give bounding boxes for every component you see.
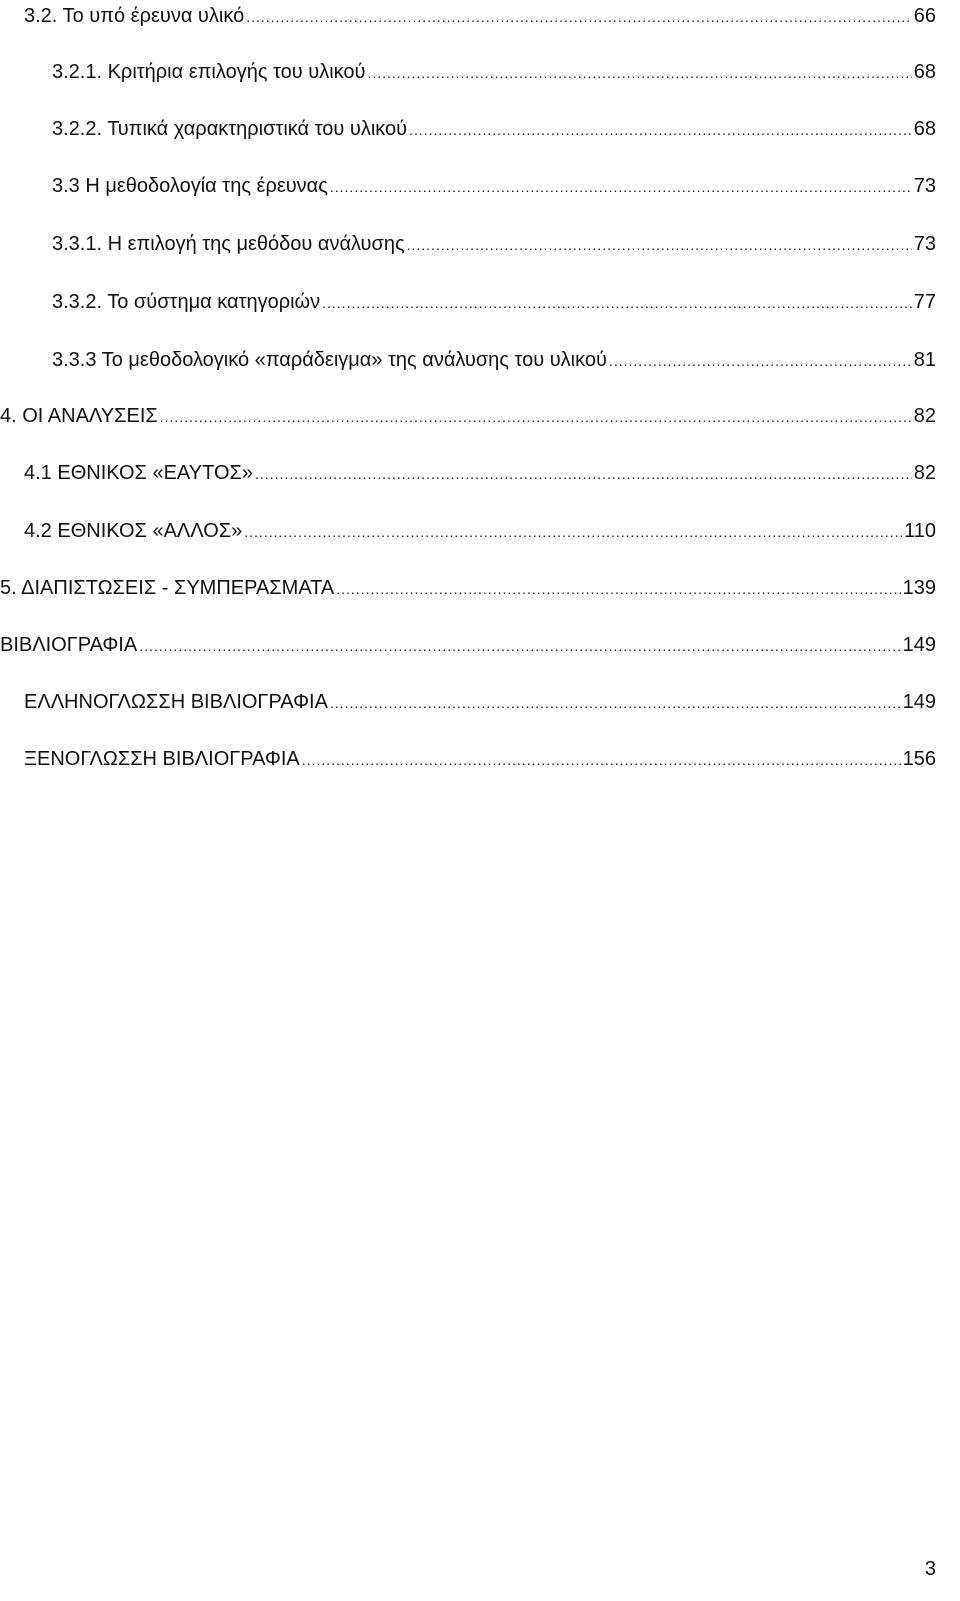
toc-entry[interactable] [24, 517, 936, 545]
page-number: 3 [924, 1558, 936, 1580]
toc-dot-leader [367, 59, 911, 87]
toc-entry[interactable] [52, 230, 936, 258]
toc-dot-leader [302, 746, 901, 774]
toc-entry[interactable] [52, 58, 936, 86]
toc-dot-leader [160, 403, 912, 431]
toc-entry-page: 68 [913, 61, 936, 83]
toc-dot-leader [322, 289, 912, 317]
toc-entry[interactable] [52, 172, 936, 200]
toc-entry[interactable] [52, 288, 936, 316]
toc-dot-leader [609, 347, 912, 375]
toc-entry-label: 3.2.1. Κριτήρια επιλογής του υλικού [52, 61, 366, 83]
toc-entry-page: 82 [913, 462, 936, 484]
toc-dot-leader [407, 231, 912, 259]
toc-entry[interactable] [0, 402, 936, 430]
toc-entry-page: 77 [913, 291, 936, 313]
toc-entry[interactable] [0, 574, 936, 602]
toc-dot-leader [255, 460, 912, 488]
toc-entry-page: 149 [902, 634, 936, 656]
toc-entry-label: 3.2.2. Τυπικά χαρακτηριστικά του υλικού [52, 118, 408, 140]
toc-entry-label: 4.2 ΕΘΝΙΚΟΣ «ΑΛΛΟΣ» [24, 520, 243, 542]
toc-entry[interactable] [24, 688, 936, 716]
toc-dot-leader [330, 173, 912, 201]
toc-dot-leader [336, 575, 900, 603]
toc-entry-page: 68 [913, 118, 936, 140]
toc-entry-label: 3.3.1. Η επιλογή της μεθόδου ανάλυσης [52, 233, 405, 255]
toc-entry-label: ΕΛΛΗΝΟΓΛΩΣΣΗ ΒΙΒΛΙΟΓΡΑΦΙΑ [24, 691, 328, 713]
toc-entry-page: 73 [913, 233, 936, 255]
toc-entry-page: 139 [902, 577, 936, 599]
toc-entry[interactable] [0, 631, 936, 659]
toc-entry[interactable] [24, 459, 936, 487]
toc-dot-leader [244, 518, 902, 546]
toc-dot-leader [409, 116, 912, 144]
toc-entry-label: 3.3 Η μεθοδολογία της έρευνας [52, 175, 328, 197]
toc-entry[interactable] [52, 346, 936, 374]
toc-entry-label: 5. ΔΙΑΠΙΣΤΩΣΕΙΣ - ΣΥΜΠΕΡΑΣΜΑΤΑ [0, 577, 335, 599]
toc-entry-page: 110 [904, 520, 936, 542]
toc-entry-page: 156 [902, 748, 936, 770]
toc-entry[interactable] [24, 2, 936, 30]
toc-entry-label: ΞΕΝΟΓΛΩΣΣΗ ΒΙΒΛΙΟΓΡΑΦΙΑ [24, 748, 300, 770]
toc-dot-leader [139, 632, 900, 660]
toc-entry-label: 4. ΟΙ ΑΝΑΛΥΣΕΙΣ [0, 405, 158, 427]
toc-entry[interactable] [24, 745, 936, 773]
toc-entry-page: 66 [913, 5, 936, 27]
toc-entry-label: 3.3.2. Το σύστημα κατηγοριών [52, 291, 321, 313]
toc-entry-label: 3.3.3 Το μεθοδολογικό «παράδειγμα» της ανάλυσης του υλικού [52, 349, 607, 371]
toc-entry-label: 4.1 ΕΘΝΙΚΟΣ «ΕΑΥΤΟΣ» [24, 462, 254, 484]
toc-entry-page: 73 [913, 175, 936, 197]
toc-entry-page: 82 [913, 405, 936, 427]
toc-entry-label: 3.2. Το υπό έρευνα υλικό [24, 5, 245, 27]
toc-entry-page: 81 [913, 349, 936, 371]
toc-dot-leader [330, 689, 901, 717]
toc-dot-leader [246, 3, 912, 31]
toc-entry-label: ΒΙΒΛΙΟΓΡΑΦΙΑ [0, 634, 138, 656]
toc-entry-page: 149 [902, 691, 936, 713]
toc-entry[interactable] [52, 115, 936, 143]
